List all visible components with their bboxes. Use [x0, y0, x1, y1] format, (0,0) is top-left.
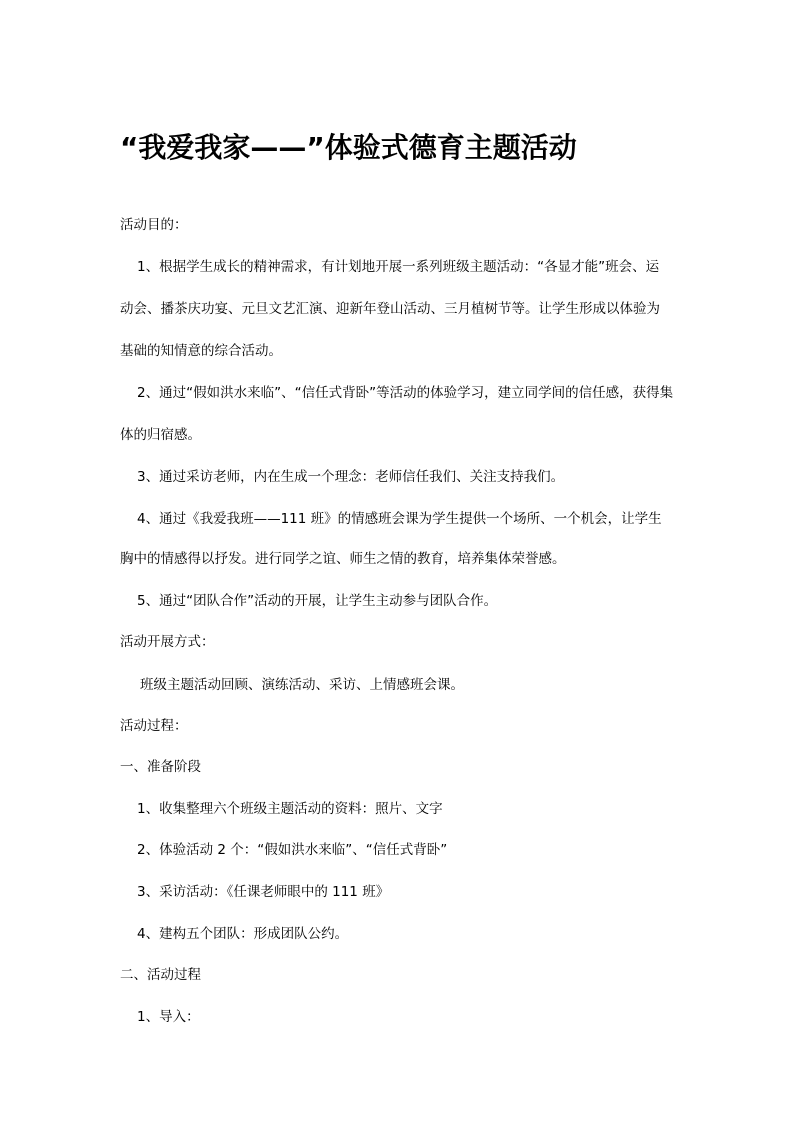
list-item: 1、收集整理六个班级主题活动的资料：照片、文字: [137, 801, 443, 817]
paragraph-line: 2、通过“假如洪水来临”、“信任式背卧”等活动的体验学习，建立同学间的信任感，获得集: [137, 385, 674, 401]
paragraph-line: 3、通过采访老师，内在生成一个理念：老师信任我们、关注支持我们。: [137, 469, 565, 485]
paragraph-line: 体的归宿感。: [120, 427, 201, 443]
paragraph-line: 班级主题活动回顾、演练活动、采访、上情感班会课。: [140, 677, 464, 693]
paragraph-line: 胸中的情感得以抒发。进行同学之谊、师生之情的教育，培养集体荣誉感。: [120, 551, 566, 567]
paragraph-line: 4、通过《我爱我班——111 班》的情感班会课为学生提供一个场所、一个机会，让学生: [137, 511, 662, 527]
section-heading-purpose: 活动目的：: [120, 217, 188, 233]
list-item: 3、采访活动：《任课老师眼中的 111 班》: [137, 884, 390, 900]
section-heading-process: 活动过程：: [120, 718, 188, 734]
paragraph-line: 动会、播茶庆功宴、元旦文艺汇演、迎新年登山活动、三月植树节等。让学生形成以体验为: [120, 301, 660, 317]
paragraph-line: 基础的知情意的综合活动。: [120, 343, 282, 359]
subsection-heading-activity: 二、活动过程: [120, 967, 201, 983]
list-item: 4、建构五个团队：形成团队公约。: [137, 926, 349, 942]
document-title: “我爱我家——”体验式德育主题活动: [120, 131, 577, 164]
paragraph-line: 5、通过“团队合作”活动的开展，让学生主动参与团队合作。: [137, 593, 498, 609]
subsection-heading-preparation: 一、准备阶段: [120, 759, 201, 775]
list-item: 1、导入：: [137, 1009, 200, 1025]
list-item: 2、体验活动 2 个：“假如洪水来临”、“信任式背卧”: [137, 842, 448, 858]
paragraph-line: 1、根据学生成长的精神需求，有计划地开展一系列班级主题活动：“各显才能”班会、运: [137, 259, 660, 275]
section-heading-method: 活动开展方式：: [120, 634, 215, 650]
